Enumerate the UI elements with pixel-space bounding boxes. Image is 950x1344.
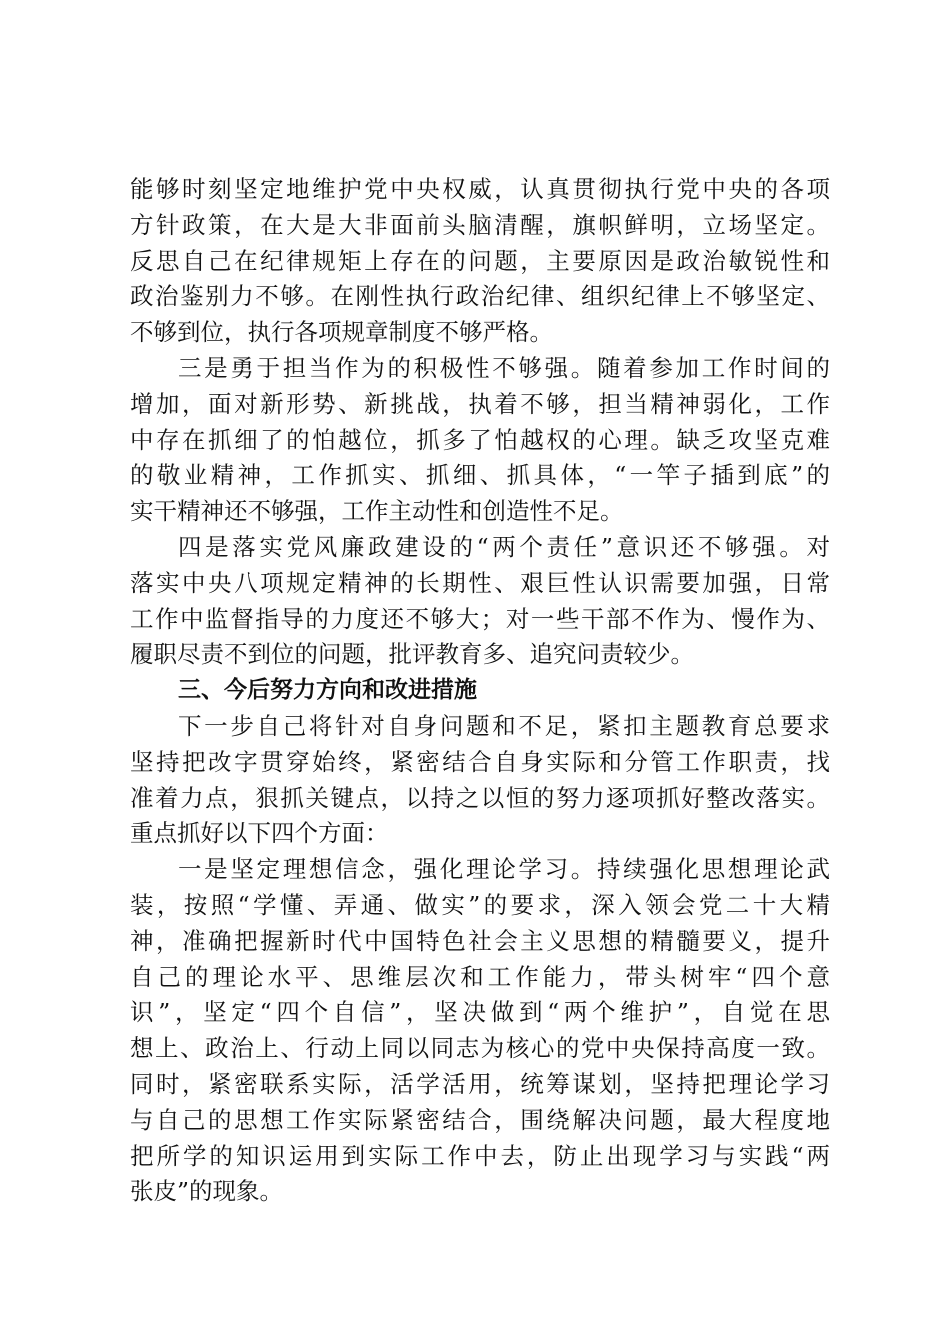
text-line: 的敬业精神，工作抓实、抓细、抓具体，“一竿子插到底”的	[130, 461, 830, 490]
text-line: 坚持把改字贯穿始终，紧密结合自身实际和分管工作职责，找	[130, 747, 830, 776]
text-line: 四是落实党风廉政建设的“两个责任”意识还不够强。对	[178, 532, 830, 561]
text-line: 准着力点，狠抓关键点，以持之以恒的努力逐项抓好整改落实。	[130, 783, 830, 812]
text-line: 识”，坚定“四个自信”，坚决做到“两个维护”，自觉在思	[130, 998, 830, 1027]
text-line: 反思自己在纪律规矩上存在的问题，主要原因是政治敏锐性和	[130, 246, 830, 275]
text-line: 不够到位，执行各项规章制度不够严格。	[130, 318, 553, 347]
text-line: 装，按照“学懂、弄通、做实”的要求，深入领会党二十大精	[130, 890, 830, 919]
text-line: 履职尽责不到位的问题，批评教育多、追究问责较少。	[130, 640, 694, 669]
text-line: 增加，面对新形势、新挑战，执着不够，担当精神弱化，工作	[130, 389, 830, 418]
text-line: 把所学的知识运用到实际工作中去，防止出现学习与实践“两	[130, 1141, 830, 1170]
text-line: 下一步自己将针对自身问题和不足，紧扣主题教育总要求	[178, 711, 830, 740]
text-line: 神，准确把握新时代中国特色社会主义思想的精髓要义，提升	[130, 926, 830, 955]
document-body	[130, 172, 830, 1210]
text-line: 中存在抓细了的怕越位，抓多了怕越权的心理。缺乏攻坚克难	[130, 425, 830, 454]
text-line: 一是坚定理想信念，强化理论学习。持续强化思想理论武	[178, 855, 830, 884]
text-line: 想上、政治上、行动上同以同志为核心的党中央保持高度一致。	[130, 1034, 830, 1063]
text-line: 同时，紧密联系实际，活学活用，统筹谋划，坚持把理论学习	[130, 1069, 830, 1098]
text-line: 与自己的思想工作实际紧密结合，围绕解决问题，最大程度地	[130, 1105, 830, 1134]
text-line: 自己的理论水平、思维层次和工作能力，带头树牢“四个意	[130, 962, 830, 991]
text-line: 张皮”的现象。	[130, 1177, 284, 1206]
text-line: 三是勇于担当作为的积极性不够强。随着参加工作时间的	[178, 353, 830, 382]
section-heading: 三、今后努力方向和改进措施	[178, 677, 477, 704]
text-line: 工作中监督指导的力度还不够大；对一些干部不作为、慢作为、	[130, 604, 830, 633]
text-line: 重点抓好以下四个方面：	[130, 819, 389, 848]
text-line: 能够时刻坚定地维护党中央权威，认真贯彻执行党中央的各项	[130, 175, 830, 203]
text-line: 政治鉴别力不够。在刚性执行政治纪律、组织纪律上不够坚定、	[130, 282, 830, 311]
text-line: 方针政策，在大是大非面前头脑清醒，旗帜鲜明，立场坚定。	[130, 210, 830, 239]
text-line: 实干精神还不够强，工作主动性和创造性不足。	[130, 497, 624, 526]
text-line: 落实中央八项规定精神的长期性、艰巨性认识需要加强，日常	[130, 568, 830, 597]
